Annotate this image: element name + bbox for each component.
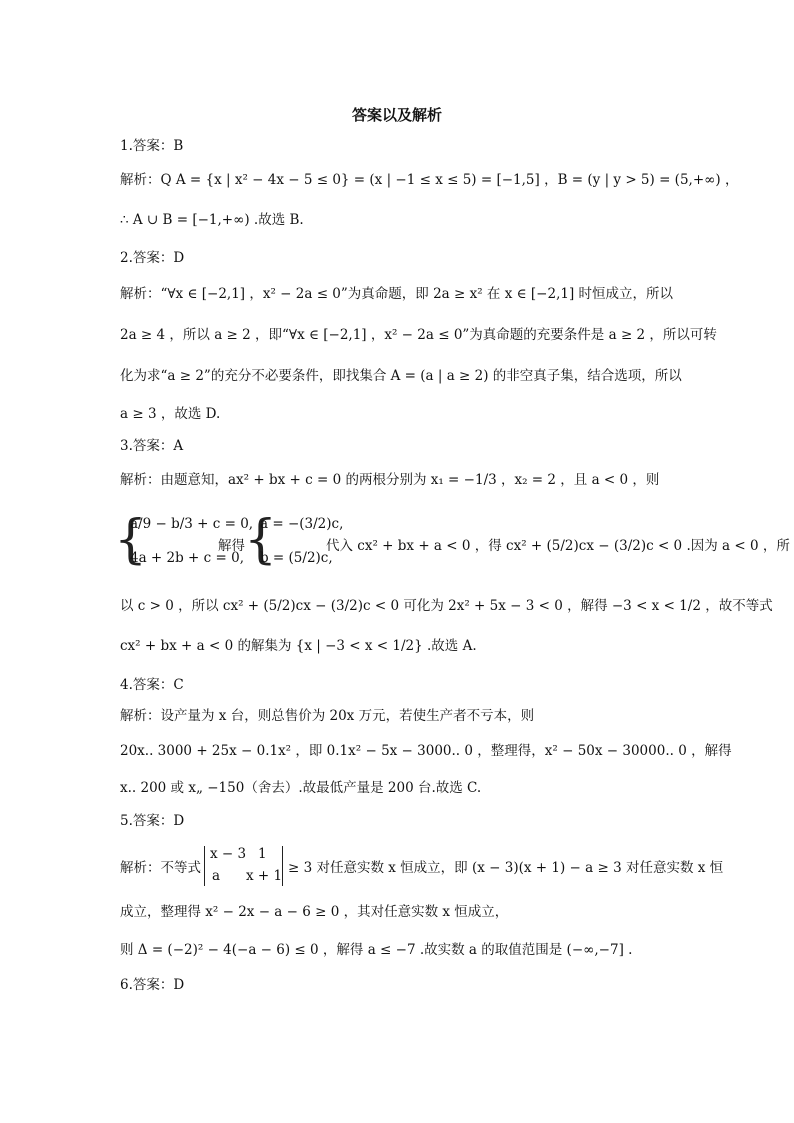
page-title: 答案以及解析 bbox=[351, 106, 442, 124]
q4-analysis-line-1: 解析：设产量为 x 台，则总售价为 20x 万元，若使生产者不亏本，则 bbox=[120, 708, 535, 724]
q3-system-eq-2: 4a + 2b + c = 0, bbox=[130, 550, 244, 566]
q1-answer: 1.答案：B bbox=[120, 138, 184, 154]
q3-analysis-line-4: cx² + bx + a < 0 的解集为 {x | −3 < x < 1/2} .故选 A. bbox=[120, 638, 477, 654]
q3-analysis-line-3: 以 c > 0 ，所以 cx² + (5/2)cx − (3/2)c < 0 可化为 2x² + 5x − 3 < 0 ，解得 −3 < x < 1/2 ，故不等式 bbox=[120, 598, 773, 614]
q5-det-b: 1 bbox=[258, 846, 267, 862]
q5-analysis-line-3: 则 Δ = (−2)² − 4(−a − 6) ≤ 0 ，解得 a ≤ −7 .故实数 a 的取值范围是 (−∞,−7] . bbox=[120, 942, 633, 958]
q1-analysis-line-2: ∴ A ∪ B = [−1,+∞) .故选 B. bbox=[120, 212, 304, 228]
q3-solution-a: a = −(3/2)c, bbox=[260, 516, 344, 532]
q5-det-a: x − 3 bbox=[210, 846, 247, 862]
right-brace-icon: { bbox=[244, 510, 278, 570]
q2-answer: 2.答案：D bbox=[120, 250, 185, 266]
q3-solve-label: 解得 bbox=[218, 538, 245, 554]
q4-analysis-line-2: 20x.. 3000 + 25x − 0.1x² ，即 0.1x² − 5x − 3000.. 0 ，整理得，x² − 50x − 30000.. 0 ，解得 bbox=[120, 743, 732, 759]
q5-det-suffix: ≥ 3 对任意实数 x 恒成立，即 (x − 3)(x + 1) − a ≥ 3 对任意实数 x 恒 bbox=[288, 860, 724, 876]
q3-system-eq-1: a/9 − b/3 + c = 0, bbox=[130, 516, 254, 532]
q2-analysis-line-3: 化为求“a ≥ 2”的充分不必要条件，即找集合 A = (a | a ≥ 2) 的非空真子集，结合选项，所以 bbox=[120, 368, 682, 384]
q2-analysis-line-2: 2a ≥ 4 ，所以 a ≥ 2 ，即“∀x ∈ [−2,1] ，x² − 2a ≤ 0”为真命题的充要条件是 a ≥ 2 ，所以可转 bbox=[120, 327, 717, 343]
det-right-bar bbox=[282, 846, 283, 886]
q3-substitution: 代入 cx² + bx + a < 0 ，得 cx² + (5/2)cx − (3/2)c < 0 .因为 a < 0 ，所 bbox=[326, 538, 790, 554]
q5-det-d: x + 1 bbox=[246, 868, 283, 884]
left-brace-icon: { bbox=[114, 510, 148, 570]
q3-analysis-line-1: 解析：由题意知，ax² + bx + c = 0 的两根分别为 x₁ = −1/3 ，x₂ = 2 ，且 a < 0 ，则 bbox=[120, 472, 660, 488]
q5-answer: 5.答案：D bbox=[120, 813, 185, 829]
q5-det-c: a bbox=[212, 868, 221, 884]
q5-det-prefix: 解析：不等式 bbox=[120, 860, 201, 876]
q3-equation-system bbox=[114, 506, 790, 576]
q1-analysis-line-1: 解析：Q A = {x | x² − 4x − 5 ≤ 0} = (x | −1 ≤ x ≤ 5) = [−1,5] ，B = (y | y > 5) = (5,+∞) ， bbox=[120, 172, 739, 188]
q6-answer: 6.答案：D bbox=[120, 977, 185, 993]
q2-analysis-line-4: a ≥ 3 ，故选 D. bbox=[120, 406, 221, 422]
q3-solution-b: b = (5/2)c, bbox=[260, 550, 333, 566]
q2-analysis-line-1: 解析：“∀x ∈ [−2,1] ，x² − 2a ≤ 0”为真命题，即 2a ≥ x² 在 x ∈ [−2,1] 时恒成立，所以 bbox=[120, 286, 674, 302]
q4-analysis-line-3: x.. 200 或 x„ −150（舍去）.故最低产量是 200 台.故选 C. bbox=[120, 780, 482, 796]
q5-analysis-line-2: 成立，整理得 x² − 2x − a − 6 ≥ 0 ，其对任意实数 x 恒成立， bbox=[120, 904, 509, 920]
det-left-bar bbox=[204, 846, 205, 886]
q3-answer: 3.答案：A bbox=[120, 438, 184, 454]
q4-answer: 4.答案：C bbox=[120, 677, 184, 693]
